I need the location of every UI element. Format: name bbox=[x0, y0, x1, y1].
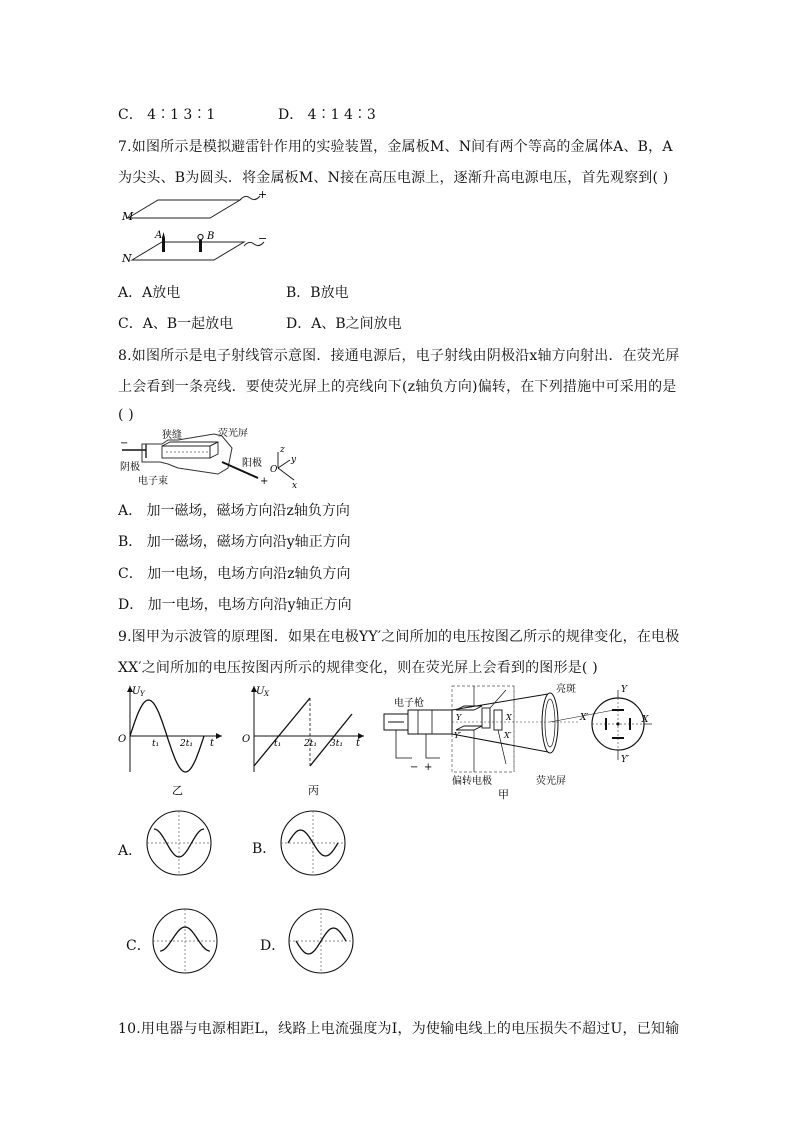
label-z: z bbox=[280, 445, 285, 455]
q9-option-c-label: C． bbox=[126, 938, 151, 954]
label-m: M bbox=[122, 210, 134, 223]
q9-figure-jia-oscilloscope bbox=[378, 680, 658, 800]
q8-option-d: D． 加一电场，电场方向沿y轴正方向 bbox=[118, 597, 352, 613]
q8-stem-line1: 8.如图所示是电子射线管示意图．接通电源后，电子射线由阴极沿x轴方向射出．在荧光屏 bbox=[118, 348, 680, 364]
label-t1: t₁ bbox=[274, 739, 282, 749]
label-uy-sub: Y bbox=[140, 690, 145, 698]
q9-option-a-label: A． bbox=[118, 843, 143, 859]
q9-figure-yi-uy-graph bbox=[116, 680, 228, 800]
label-o: O bbox=[242, 734, 251, 745]
label-o: O bbox=[118, 734, 127, 745]
screen-label-y: Y bbox=[621, 685, 627, 695]
label-x: x bbox=[292, 481, 298, 491]
label-y: Y bbox=[456, 713, 462, 722]
label-beam: 电子束 bbox=[138, 476, 168, 487]
q8-stem-line3: ( ) bbox=[118, 407, 134, 423]
label-yp: Y′ bbox=[454, 731, 462, 740]
label-slit: 狭缝 bbox=[162, 430, 182, 441]
screen-label-x: X bbox=[642, 715, 649, 725]
label-minus: − bbox=[258, 232, 268, 245]
q7-option-a: A．A放电 bbox=[118, 285, 181, 301]
q8-option-b: B． 加一磁场，磁场方向沿y轴正方向 bbox=[118, 534, 351, 550]
q8-figure-cathode-ray-tube bbox=[118, 428, 298, 492]
label-ux: U bbox=[256, 686, 265, 697]
q9-option-d-screen bbox=[286, 906, 356, 976]
label-plates: 偏转电极 bbox=[452, 776, 492, 787]
label-o: O bbox=[270, 465, 278, 475]
q9-stem-line1: 9.图甲为示波管的原理图．如果在电极YY′之间所加的电压按图乙所示的规律变化，在电极 bbox=[118, 629, 680, 645]
q9-option-c-screen bbox=[150, 906, 220, 976]
rod-b bbox=[199, 240, 202, 252]
label-cathode: 阴极 bbox=[120, 462, 140, 473]
q9-stem-line2: XX′之间所加的电压按图丙所示的规律变化，则在荧光屏上会看到的图形是( ) bbox=[118, 660, 598, 676]
label-screen: 荧光屏 bbox=[218, 428, 248, 439]
q9-option-b-label: B． bbox=[252, 841, 277, 857]
label-2t1: 2t₁ bbox=[304, 739, 317, 749]
label-n: N bbox=[122, 252, 132, 265]
q8-option-c: C． 加一电场，电场方向沿z轴负方向 bbox=[118, 566, 351, 582]
q9-option-a-screen bbox=[144, 808, 214, 878]
label-gun: 电子枪 bbox=[394, 698, 424, 709]
q6-option-d: D． 4∶1 4∶3 bbox=[278, 107, 376, 123]
label-minus: − bbox=[120, 438, 129, 449]
q9-figure-bing-ux-graph bbox=[240, 680, 370, 800]
plate-m bbox=[128, 200, 240, 218]
q8-option-a: A． 加一磁场，磁场方向沿z轴负方向 bbox=[118, 503, 350, 519]
label-screen: 荧光屏 bbox=[536, 776, 566, 787]
label-t: t bbox=[356, 738, 361, 749]
screen-label-yp: Y′ bbox=[621, 755, 629, 765]
caption-bing: 丙 bbox=[308, 784, 319, 797]
q10-stem-line1: 10.用电器与电源相距L，线路上电流强度为I，为使输电线上的电压损失不超过U，已知输 bbox=[118, 1021, 680, 1037]
label-2t1: 2t₁ bbox=[180, 739, 193, 749]
label-plus: + bbox=[424, 762, 433, 773]
label-anode: 阳极 bbox=[242, 458, 262, 469]
q7-stem-line2: 为尖头、B为圆头．将金属板M、N接在高压电源上，逐渐升高电源电压，首先观察到( ) bbox=[118, 170, 669, 186]
q7-option-c: C．A、B一起放电 bbox=[118, 316, 234, 332]
q7-figure-lightning-rod bbox=[118, 190, 278, 270]
label-a: A bbox=[155, 230, 163, 241]
label-b: B bbox=[207, 231, 215, 242]
q7-stem-line1: 7.如图所示是模拟避雷针作用的实验装置，金属板M、N间有两个等高的金属体A、B，A bbox=[118, 139, 673, 155]
bing-sawtooth-1 bbox=[254, 698, 310, 766]
label-x: X bbox=[506, 713, 512, 722]
plate-n bbox=[132, 242, 244, 260]
label-xp: X′ bbox=[504, 731, 512, 740]
label-plus: + bbox=[258, 190, 268, 201]
q9-option-d-label: D． bbox=[260, 938, 286, 954]
rod-a bbox=[162, 238, 165, 252]
q6-option-c: C． 4∶1 3∶1 bbox=[118, 107, 216, 123]
label-uy: U bbox=[132, 686, 141, 697]
label-plus: + bbox=[260, 476, 269, 487]
label-3t1: 3t₁ bbox=[330, 739, 343, 749]
screen-label-xp: X′ bbox=[580, 713, 589, 723]
label-t1: t₁ bbox=[152, 739, 160, 749]
label-spot: 亮斑 bbox=[556, 684, 576, 695]
q8-stem-line2: 上会看到一条亮线．要使荧光屏上的亮线向下(z轴负方向)偏转，在下列措施中可采用的是 bbox=[118, 379, 677, 395]
q7-option-b: B．B放电 bbox=[286, 285, 349, 301]
q9-option-b-screen bbox=[278, 808, 348, 878]
label-minus: − bbox=[410, 762, 419, 773]
label-t: t bbox=[210, 738, 215, 749]
label-y: y bbox=[291, 455, 297, 465]
caption-jia: 甲 bbox=[498, 788, 509, 800]
caption-yi: 乙 bbox=[172, 784, 183, 797]
label-ux-sub: X bbox=[264, 690, 269, 698]
q7-option-d: D．A、B之间放电 bbox=[286, 316, 402, 332]
